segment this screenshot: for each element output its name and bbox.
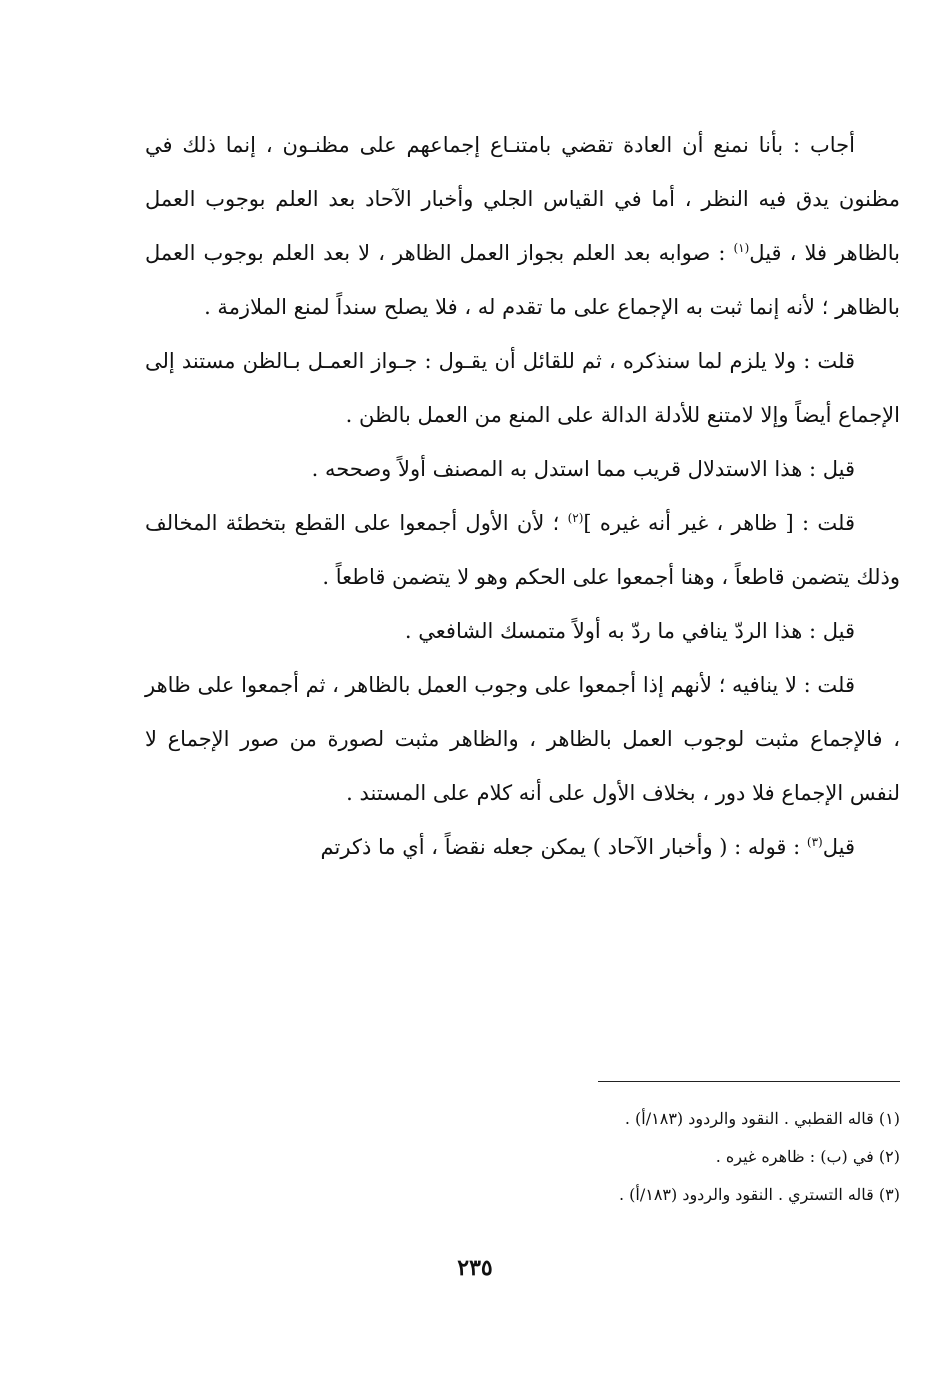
footnote-3: (٣) قاله التستري . النقود والردود (١٨٣/أ) . — [618, 1185, 900, 1204]
paragraph-text: قلت : [ ظاهر ، غير أنه غيره ] — [583, 511, 855, 535]
page-number: ٢٣٥ — [457, 1255, 493, 1281]
paragraph-text-tail: : صوابه بعد العلم بجواز العمل الظاهر ، لا بعد العلم بوجوب العمل بالظاهر ؛ لأنه إنما ثبت به الإجماع على ما تقدم له ، فلا يصلح سنداً لمنع الملازمة . — [145, 241, 900, 319]
paragraph-text: أجاب : بأنا نمنع أن العادة تقضي بامتنـاع إجماعهم على مظنـون ، إنما ذلك في مظنون يدق فيه النظر ، أما في القياس الجلي وأخبار الآحاد بعد العلم بوجوب العمل بالظاهر فلا ، قيل — [145, 133, 900, 265]
paragraph-text-tail: ؛ لأن الأول أجمعوا على القطع بتخطئة المخالف وذلك يتضمن قاطعاً ، وهنا أجمعوا على الحكم وهو لا يتضمن قاطعاً . — [145, 511, 900, 589]
paragraph-answer — [145, 118, 900, 334]
paragraph-qultu-3: قلت : لا ينافيه ؛ لأنهم إذا أجمعوا على وجوب العمل بالظاهر ، ثم أجمعوا على ظاهر ، فالإجماع مثبت لوجوب العمل بالظاهر ، والظاهر مثبت لصورة من صور الإجماع لا لنفس الإجماع فلا دور ، بخلاف الأول على أنه كلام على المستند . — [145, 673, 900, 805]
main-text — [145, 118, 900, 874]
footnote-2: (٢) في (ب) : ظاهره غيره . — [715, 1147, 900, 1166]
footnote-ref-1: (١) — [733, 241, 750, 255]
footnote-1: (١) قاله القطبي . النقود والردود (١٨٣/أ) . — [624, 1109, 900, 1128]
footnote-ref-3: (٣) — [806, 835, 823, 849]
paragraph-qultu-2 — [145, 496, 900, 604]
paragraph-qeela-2: قيل : هذا الردّ ينافي ما ردّ به أولاً متمسك الشافعي . — [404, 619, 855, 643]
paragraph-qeela-3 — [145, 820, 900, 874]
footnote-separator — [598, 1081, 900, 1082]
paragraph-text-tail: : قوله : ( وأخبار الآحاد ) يمكن جعله نقضاً ، أي ما ذكرتم — [320, 835, 807, 859]
footnotes — [420, 1100, 900, 1214]
paragraph-qeela-1: قيل : هذا الاستدلال قريب مما استدل به المصنف أولاً وصححه . — [311, 457, 855, 481]
paragraph-qultu-1: قلت : ولا يلزم لما سنذكره ، ثم للقائل أن يقـول : جـواز العمـل بـالظن مستند إلى الإجماع أيضاً وإلا لامتنع للأدلة الدالة على المنع من العمل بالظن . — [145, 349, 900, 427]
paragraph-text: قيل — [822, 835, 855, 859]
footnote-ref-2: (٢) — [567, 511, 584, 525]
